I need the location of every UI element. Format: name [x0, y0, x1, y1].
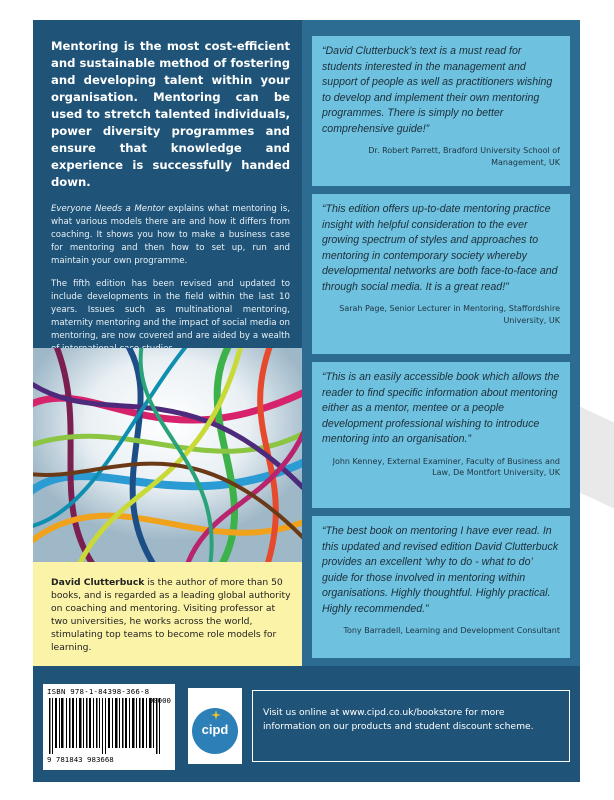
quote-attribution: Dr. Robert Parrett, Bradford University School of Management, UK	[368, 146, 560, 167]
quote-attribution: John Kenney, External Examiner, Faculty of Business and Law, De Montfort University, UK	[332, 456, 560, 477]
price-code: 90000	[148, 696, 171, 705]
description-paragraph-2: The fifth edition has been revised and updated to include developments in the field within the last 10 years. Issues such as multinational mentoring, maternity mentoring and the impact of social media on mentoring, are now covered and are aided by a wealth	[51, 279, 290, 341]
cover-artwork	[33, 348, 302, 562]
author-bio: is the author of more than 50 books, and is regarded as a leading global authority on coaching and mentoring. Visiting professor at two universities, he works across the world, stimulating top teams to become role models for learning.	[51, 577, 291, 653]
barcode-box	[43, 684, 175, 770]
review-quote-2	[312, 194, 570, 354]
cipd-logo	[192, 708, 238, 754]
quote-text: “This is an easily accessible book which allows the reader to find specific information about mentoring either as a mentor, mentee or a people development professional wishing to introduce mentoring into an organisation.”	[322, 371, 560, 445]
website-info-box: Visit us online at www.cipd.co.uk/bookstore for more information on our products and student discount scheme.	[252, 690, 570, 762]
publisher-logo-box	[188, 688, 242, 764]
quote-attribution: Tony Barradell, Learning and Development Consultant	[343, 626, 560, 635]
review-quote-4	[312, 516, 570, 658]
review-quote-3	[312, 362, 570, 508]
sparkle-icon	[211, 710, 221, 720]
description-paragraph-1	[51, 203, 290, 268]
description-panel	[33, 20, 302, 348]
barcode-number: 9 781843 983668	[47, 755, 114, 764]
network-artwork	[33, 348, 302, 562]
barcode-icon	[47, 698, 171, 754]
quote-text: “David Clutterbuck’s text is a must read for students interested in the management and support of people as well as practitioners wishing to develop and implement their own mentoring programmes. There is simply no better comprehensive guide!”	[322, 45, 553, 135]
author-name: David Clutterbuck	[51, 577, 145, 588]
author-bio-box	[33, 562, 302, 666]
quote-attribution: Sarah Page, Senior Lecturer in Mentoring, Staffordshire University, UK	[339, 304, 560, 325]
quote-text: “The best book on mentoring I have ever read. In this updated and revised edition David Clutterbuck provides an excellent ‘why to do - what to do’ guide for those involved in mentoring within organisations. Highly thoughtful. Highly practical. Highly recommended.”	[322, 525, 559, 615]
quote-text: “This edition offers up-to-date mentoring practice insight with helpful consideration to the ever growing spectrum of styles and approaches to mentoring in contemporary society whereby developmental networks are both face-to-face and through social media. It is a great read!”	[322, 203, 558, 293]
review-quote-1	[312, 36, 570, 186]
cipd-logo-text: cipd	[201, 722, 229, 737]
intro-text: Mentoring is the most cost-efficient and sustainable method of fostering and developing talent within your organisation. Mentoring can be used to stretch talented individuals, power diversity programmes and ensure that knowledge and experience is successfully handed down.	[51, 39, 290, 189]
book-title: Everyone Needs a Mentor	[51, 204, 165, 214]
isbn-text: ISBN 978-1-84398-366-8	[47, 687, 150, 696]
description-paragraph-1-text: explains what mentoring is, what various models there are and how it differs from coaching. It shows you how to make a business case for mentoring and then how to set up, run and maintain your own programme.	[51, 204, 290, 266]
